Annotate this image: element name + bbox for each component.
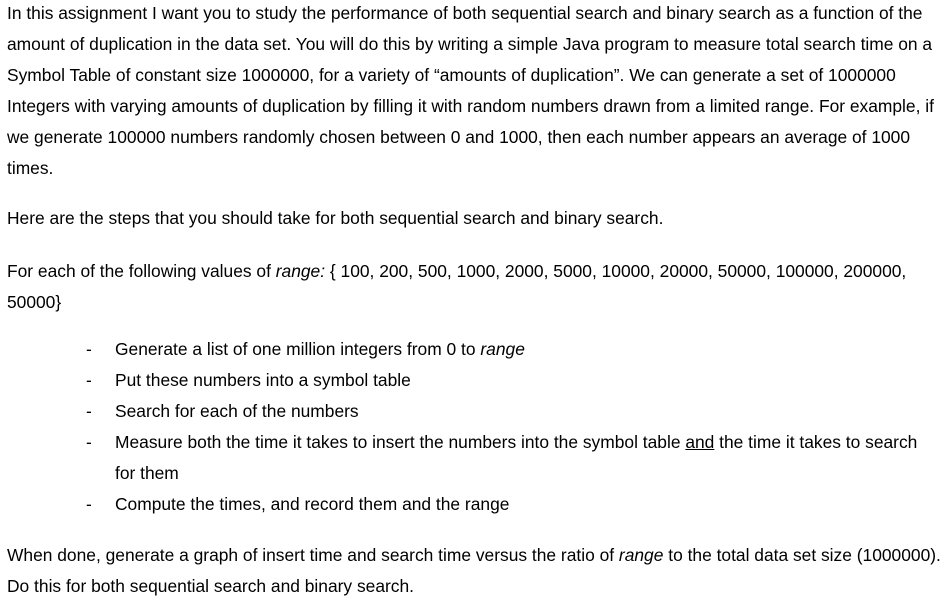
range-term: range: (275, 261, 326, 281)
final-before: When done, generate a graph of insert time and search time versus the ratio of (7, 545, 619, 565)
step-measure-underlined: and (685, 432, 715, 452)
dash-bullet: - (86, 339, 92, 359)
step-measure-before: Measure both the time it takes to insert the numbers into the symbol table (115, 432, 686, 452)
dash-bullet: - (86, 370, 92, 390)
steps-intro-paragraph: Here are the steps that you should take for both sequential search and binary search. (7, 208, 664, 228)
step-compute-text: Compute the times, and record them and the range (115, 494, 510, 514)
step-insert-text: Put these numbers into a symbol table (115, 370, 411, 390)
step-generate (7, 334, 942, 365)
final-after: to the total data set size (1000000). Do this for both sequential search and binary search. (7, 545, 941, 596)
dash-bullet: - (86, 432, 92, 452)
steps-list (7, 334, 942, 520)
dash-bullet: - (86, 494, 92, 514)
dash-bullet: - (86, 401, 92, 421)
step-measure-after: the time it takes to search for them (115, 432, 918, 483)
step-insert (7, 365, 942, 396)
range-values-paragraph (7, 256, 942, 318)
step-compute (7, 489, 942, 520)
step-generate-range: range (480, 339, 525, 359)
range-values: { 100, 200, 500, 1000, 2000, 5000, 10000, 20000, 50000, 100000, 200000, 50000} (7, 261, 907, 312)
final-paragraph (7, 540, 942, 602)
range-prefix: For each of the following values of (7, 261, 276, 281)
step-measure (7, 427, 942, 489)
step-search (7, 396, 942, 427)
step-generate-text: Generate a list of one million integers from 0 to (115, 339, 481, 359)
final-range: range (618, 545, 664, 565)
intro-paragraph: In this assignment I want you to study the performance of both sequential search and binary search as a function of the amount of duplication in the data set. You will do this by writing a simple Java program to measure total search time on a Symbol Table of constant size 1000000, for a variety of “amounts of duplication”. We can generate a set of 1000000 Integers with varying amounts of duplication by filling it with random numbers drawn from a limited range. For example, if we generate 100000 numbers randomly chosen between 0 and 1000, then each number appears an average of 1000 times. (7, 3, 934, 178)
step-search-text: Search for each of the numbers (115, 401, 359, 421)
